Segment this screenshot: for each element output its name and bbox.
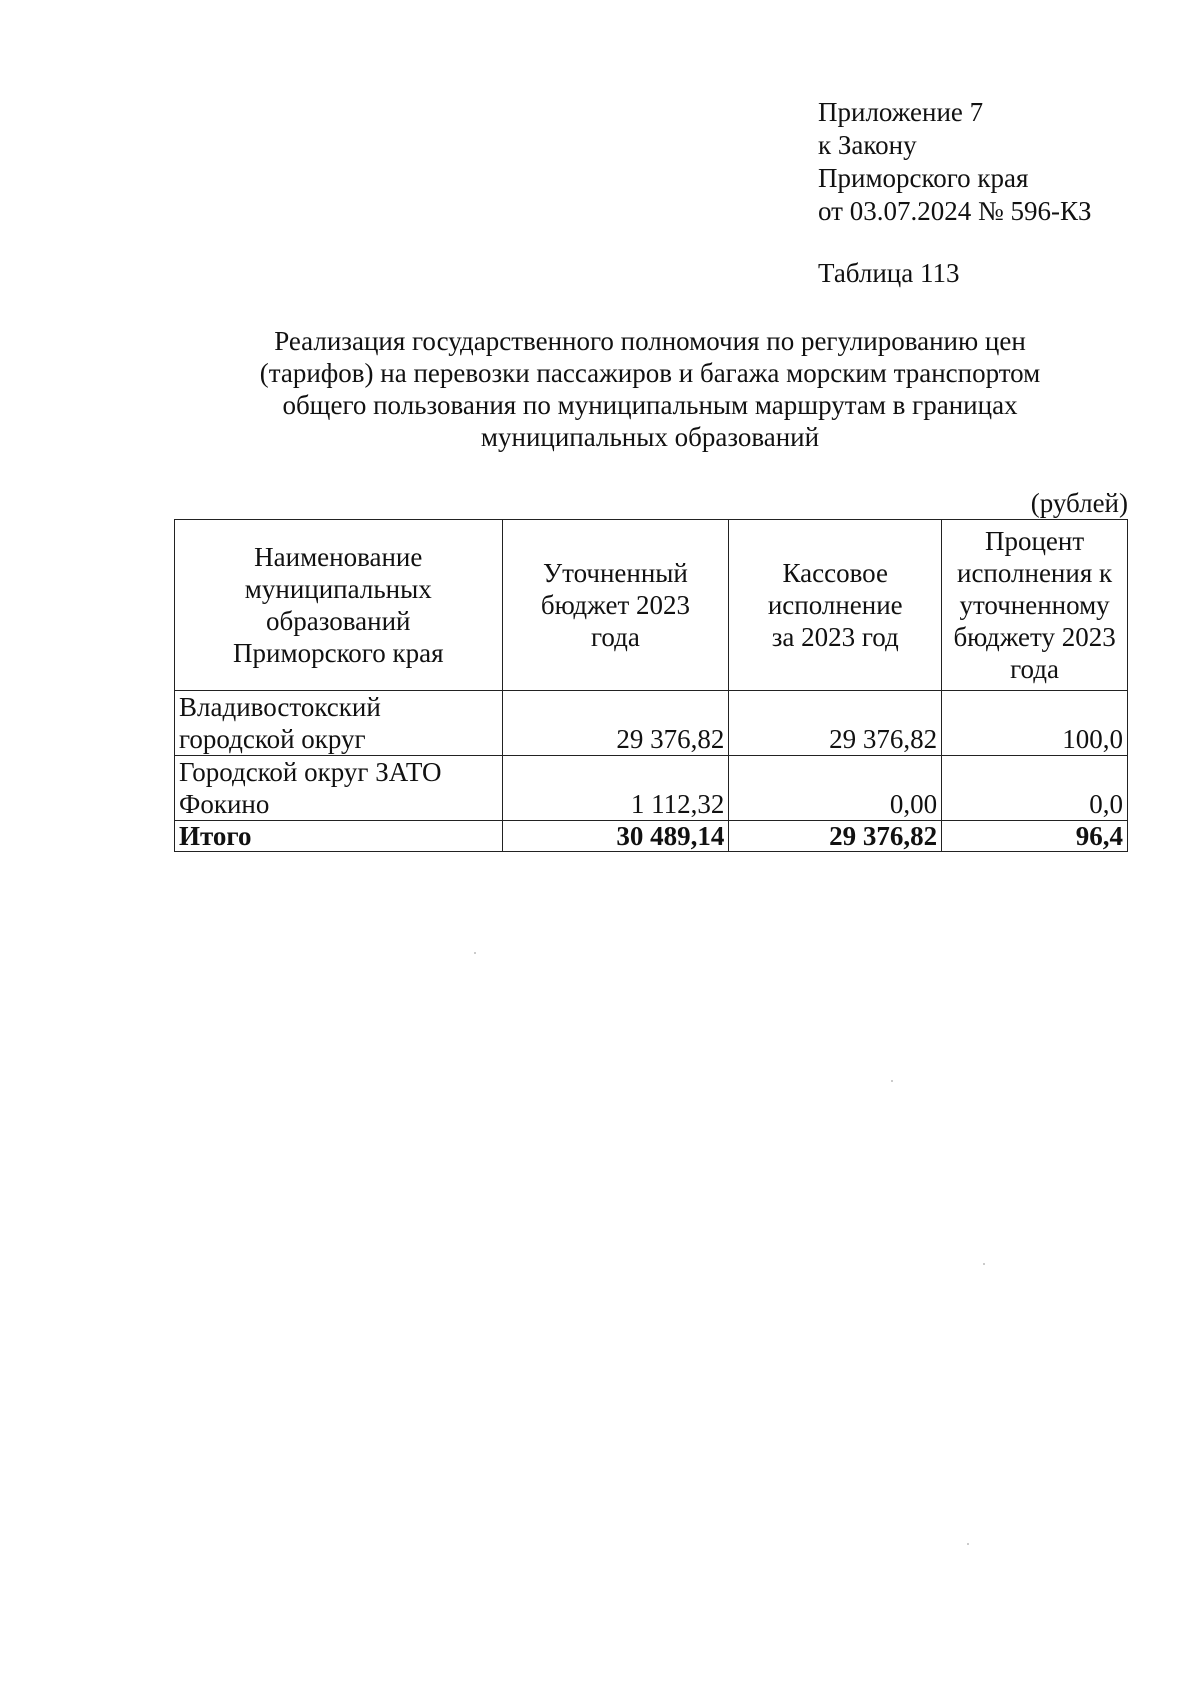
- appendix-block: [818, 96, 1091, 228]
- table-total-row: [175, 821, 1128, 852]
- total-budget: 30 489,14: [502, 821, 729, 852]
- row-name: Городской округ ЗАТО Фокино: [175, 756, 503, 821]
- scan-speck: [891, 1080, 893, 1082]
- row-execution: 0,00: [729, 756, 942, 821]
- total-percent: 96,4: [942, 821, 1128, 852]
- table-header-row: [175, 520, 1128, 691]
- row-budget: 1 112,32: [502, 756, 729, 821]
- budget-table: [174, 519, 1128, 852]
- units-label: (рублей): [1030, 488, 1128, 518]
- appendix-line-3: Приморского края: [818, 163, 1029, 193]
- appendix-line-1: Приложение 7: [818, 97, 984, 127]
- table-row: [175, 691, 1128, 756]
- row-name: Владивостокский городской округ: [175, 691, 503, 756]
- header-municipality: Наименование муниципальных образований Приморского края: [175, 520, 503, 691]
- total-label: Итого: [175, 821, 503, 852]
- header-percent: Процент исполнения к уточненному бюджету 2023 года: [942, 520, 1128, 691]
- total-execution: 29 376,82: [729, 821, 942, 852]
- table-number: Таблица 113: [818, 258, 960, 288]
- scan-speck: [474, 952, 476, 954]
- header-execution: Кассовое исполнение за 2023 год: [729, 520, 942, 691]
- row-percent: 0,0: [942, 756, 1128, 821]
- appendix-line-2: к Закону: [818, 130, 917, 160]
- row-budget: 29 376,82: [502, 691, 729, 756]
- table-row: [175, 756, 1128, 821]
- header-budget: Уточненный бюджет 2023 года: [502, 520, 729, 691]
- scan-speck: [967, 1543, 969, 1545]
- scan-speck: [983, 1263, 985, 1265]
- row-percent: 100,0: [942, 691, 1128, 756]
- row-execution: 29 376,82: [729, 691, 942, 756]
- document-title: Реализация государственного полномочия по регулированию цен (тарифов) на перевозки пассажиров и багажа морским транспортом общего пользования по муниципальным маршрутам в границах муниципальных образований: [259, 326, 1041, 452]
- appendix-line-4: от 03.07.2024 № 596-КЗ: [818, 196, 1092, 226]
